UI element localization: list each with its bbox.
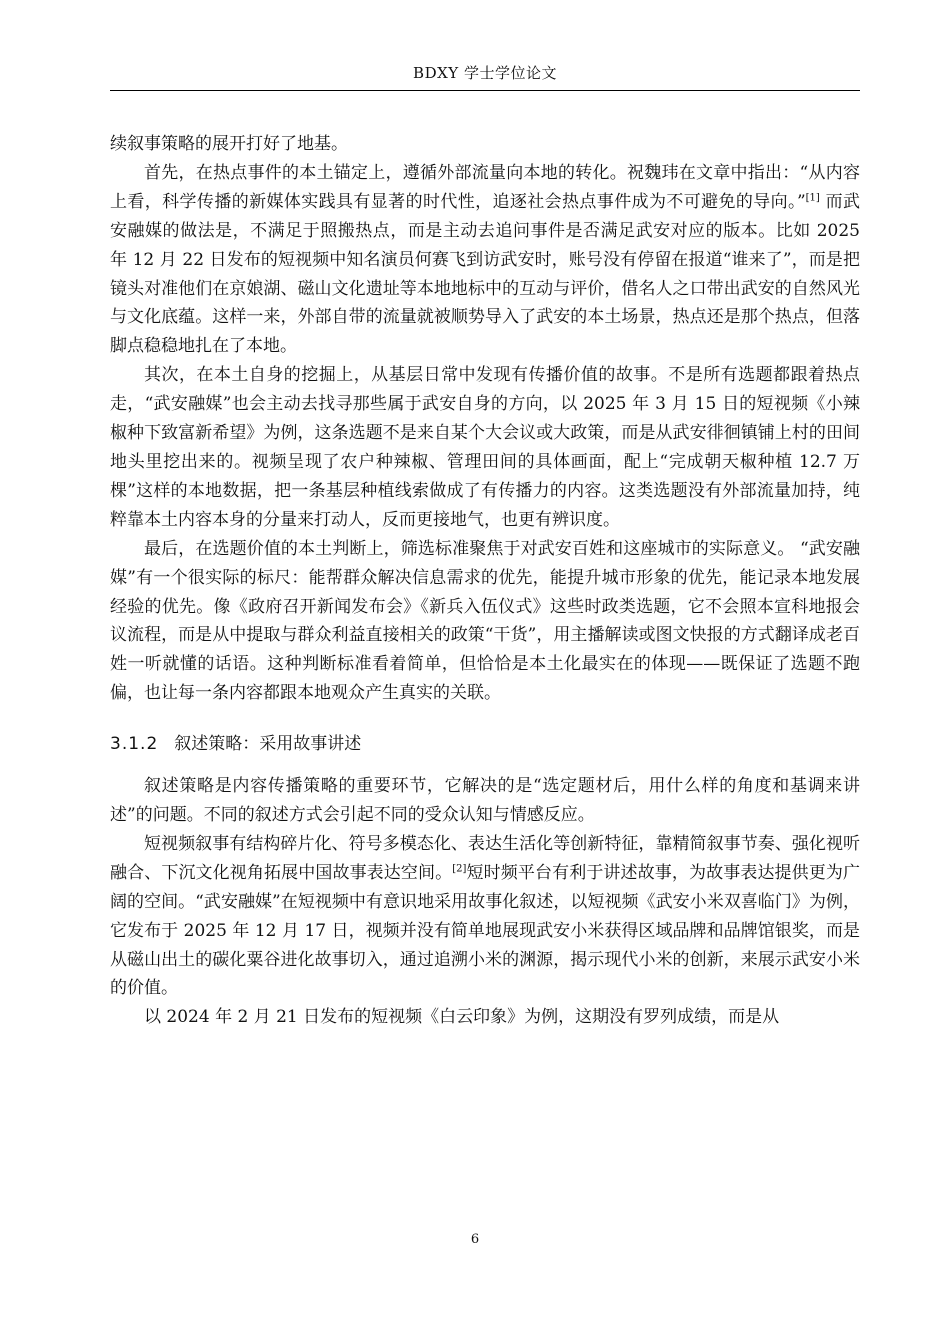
section-number: 3.1.2	[110, 734, 159, 755]
paragraph	[110, 361, 860, 534]
paragraph	[110, 1003, 860, 1032]
paragraph-group-before	[110, 130, 860, 708]
paragraph-text: 续叙事策略的展开打好了地基。	[110, 134, 348, 154]
paragraph-text: 叙述策略是内容传播策略的重要环节，它解决的是“选定题材后，用什么样的角度和基调来讲述”的问题。不同的叙述方式会引起不同的受众认知与情感反应。	[110, 776, 860, 826]
paragraph-text: 首先，在热点事件的本土锚定上，遵循外部流量向本地的转化。祝魏玮在文章中指出：“从内容上看，科学传播的新媒体实践具有显著的时代性，追逐社会热点事件成为不可避免的导向。”	[110, 162, 860, 212]
header-rule	[110, 90, 860, 91]
section-title: 叙述策略：采用故事讲述	[174, 734, 362, 755]
section-heading	[110, 730, 860, 758]
paragraph	[110, 130, 860, 159]
paragraph	[110, 535, 860, 708]
paragraph	[110, 772, 860, 830]
paragraph-text: 短视频叙事有结构碎片化、符号多模态化、表达生活化等创新特征，靠精简叙事节奏、强化视听融合、下沉文化视角拓展中国故事表达空间。	[110, 833, 860, 883]
paragraph-text: 而武安融媒的做法是，不满足于照搬热点，而是主动去追问事件是否满足武安对应的版本。比如 2025 年 12 月 22 日发布的短视频中知名演员何赛飞到访武安时，账号没有停留在报道“谁来了”，而是把镜头对准他们在京娘湖、磁山文化遗址等本地地标中的互动与评价，借名人之口带出武安的自然风光与文化底蕴。这样一来，外部自带的流量就被顺势导入了武安的本土场景，热点还是那个热点，但落脚点稳稳地扎在了本地。	[110, 191, 860, 357]
citation-marker: [2]	[452, 863, 467, 875]
citation-marker: [1]	[805, 192, 820, 204]
paragraph	[110, 159, 860, 361]
page-number: 6	[470, 1232, 480, 1247]
running-header: BDXY 学士学位论文	[413, 64, 557, 82]
paragraph-text: 最后，在选题价值的本土判断上，筛选标准聚焦于对武安百姓和这座城市的实际意义。 “武安融媒”有一个很实际的标尺：能帮群众解决信息需求的优先，能提升城市形象的优先，能记录本地发展经验的优先。像《政府召开新闻发布会》《新兵入伍仪式》这些时政类选题，它不会照本宣科地报会议流程，而是从中提取与群众利益直接相关的政策“干货”，用主播解读或图文快报的方式翻译成老百姓一听就懂的话语。这种判断标准看着简单，但恰恰是本土化最实在的体现——既保证了选题不跑偏，也让每一条内容都跟本地观众产生真实的关联。	[110, 538, 860, 704]
paragraph-text: 以 2024 年 2 月 21 日发布的短视频《白云印象》为例，这期没有罗列成绩，而是从	[144, 1007, 780, 1028]
body-text	[110, 130, 860, 1032]
paragraph-text: 短时频平台有利于讲述故事，为故事表达提供更为广阔的空间。“武安融媒”在短视频中有意识地采用故事化叙述，以短视频《武安小米双喜临门》为例，它发布于 2025 年 12 月 17 日，视频并没有简单地展现武安小米获得区域品牌和品牌馆银奖，而是从磁山出土的碳化粟谷进化故事切入，通过追溯小米的渊源，揭示现代小米的创新，来展示武安小米的价值。	[110, 862, 861, 999]
paragraph	[110, 830, 860, 1003]
paragraph-text: 其次，在本土自身的挖掘上，从基层日常中发现有传播价值的故事。不是所有选题都跟着热点走，“武安融媒”也会主动去找寻那些属于武安自身的方向，以 2025 年 3 月 15 日的短视频《小辣椒种下致富新希望》为例，这条选题不是来自某个大会议或大政策，而是从武安徘徊镇铺上村的田间地头里挖出来的。视频呈现了农户种辣椒、管理田间的具体画面，配上“完成朝天椒种植 12.7 万棵”这样的本地数据，把一条基层种植线索做成了有传播力的内容。这类选题没有外部流量加持，纯粹靠本土内容本身的分量来打动人，反而更接地气，也更有辨识度。	[110, 365, 860, 530]
paragraph-group-after	[110, 772, 860, 1032]
